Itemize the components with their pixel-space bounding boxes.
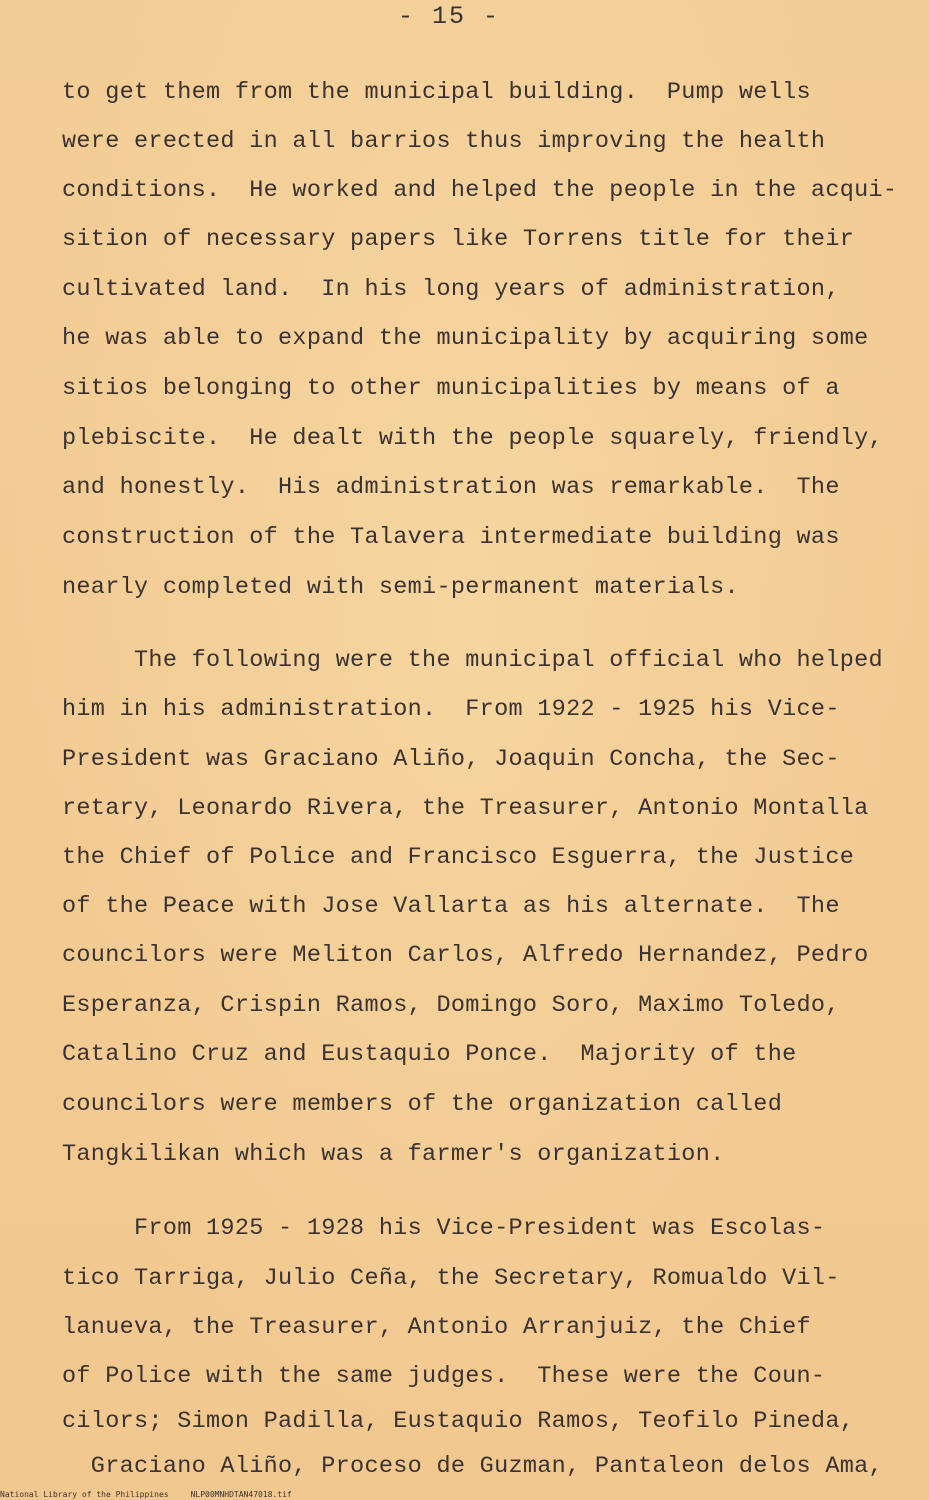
text-line: tico Tarriga, Julio Ceña, the Secretary, Romualdo Vil- xyxy=(62,1265,840,1292)
text-line: cultivated land. In his long years of administration, xyxy=(62,276,840,303)
text-line: councilors were members of the organization called xyxy=(62,1091,783,1118)
footer-file-name: NLP00MNHDTAN47018.tif xyxy=(190,1490,292,1499)
page-number: - 15 - xyxy=(398,2,501,31)
text-line: Tangkilikan which was a farmer's organization. xyxy=(62,1141,725,1168)
text-line: to get them from the municipal building. Pump wells xyxy=(62,79,811,106)
text-line: Esperanza, Crispin Ramos, Domingo Soro, Maximo Toledo, xyxy=(62,992,840,1019)
text-line: retary, Leonardo Rivera, the Treasurer, Antonio Montalla xyxy=(62,795,869,822)
text-line: were erected in all barrios thus improving the health xyxy=(62,128,826,155)
text-line: of the Peace with Jose Vallarta as his alternate. The xyxy=(62,893,840,920)
text-line: nearly completed with semi-permanent materials. xyxy=(62,574,739,601)
text-line: lanueva, the Treasurer, Antonio Arranjuiz, the Chief xyxy=(62,1314,811,1341)
text-line: Catalino Cruz and Eustaquio Ponce. Majority of the xyxy=(62,1041,797,1068)
text-line: sition of necessary papers like Torrens title for their xyxy=(62,226,855,253)
text-line: The following were the municipal official who helped xyxy=(62,647,883,674)
text-line: President was Graciano Aliño, Joaquin Concha, the Sec- xyxy=(62,746,840,773)
text-line: and honestly. His administration was remarkable. The xyxy=(62,474,840,501)
scan-footer xyxy=(0,1490,314,1499)
text-line: him in his administration. From 1922 - 1925 his Vice- xyxy=(62,696,840,723)
text-line: the Chief of Police and Francisco Esguerra, the Justice xyxy=(62,844,855,871)
text-line: construction of the Talavera intermediate building was xyxy=(62,524,840,551)
text-line: Graciano Aliño, Proceso de Guzman, Pantaleon delos Ama, xyxy=(62,1453,883,1480)
text-line: councilors were Meliton Carlos, Alfredo Hernandez, Pedro xyxy=(62,942,869,969)
text-line: of Police with the same judges. These were the Coun- xyxy=(62,1363,826,1390)
text-line: plebiscite. He dealt with the people squarely, friendly, xyxy=(62,425,883,452)
text-line: From 1925 - 1928 his Vice-President was Escolas- xyxy=(62,1215,826,1242)
text-line: cilors; Simon Padilla, Eustaquio Ramos, Teofilo Pineda, xyxy=(62,1408,855,1435)
text-line: he was able to expand the municipality by acquiring some xyxy=(62,325,869,352)
text-line: conditions. He worked and helped the people in the acqui- xyxy=(62,177,898,204)
text-line: sitios belonging to other municipalities by means of a xyxy=(62,375,840,402)
footer-institution: National Library of the Philippines xyxy=(0,1490,169,1499)
